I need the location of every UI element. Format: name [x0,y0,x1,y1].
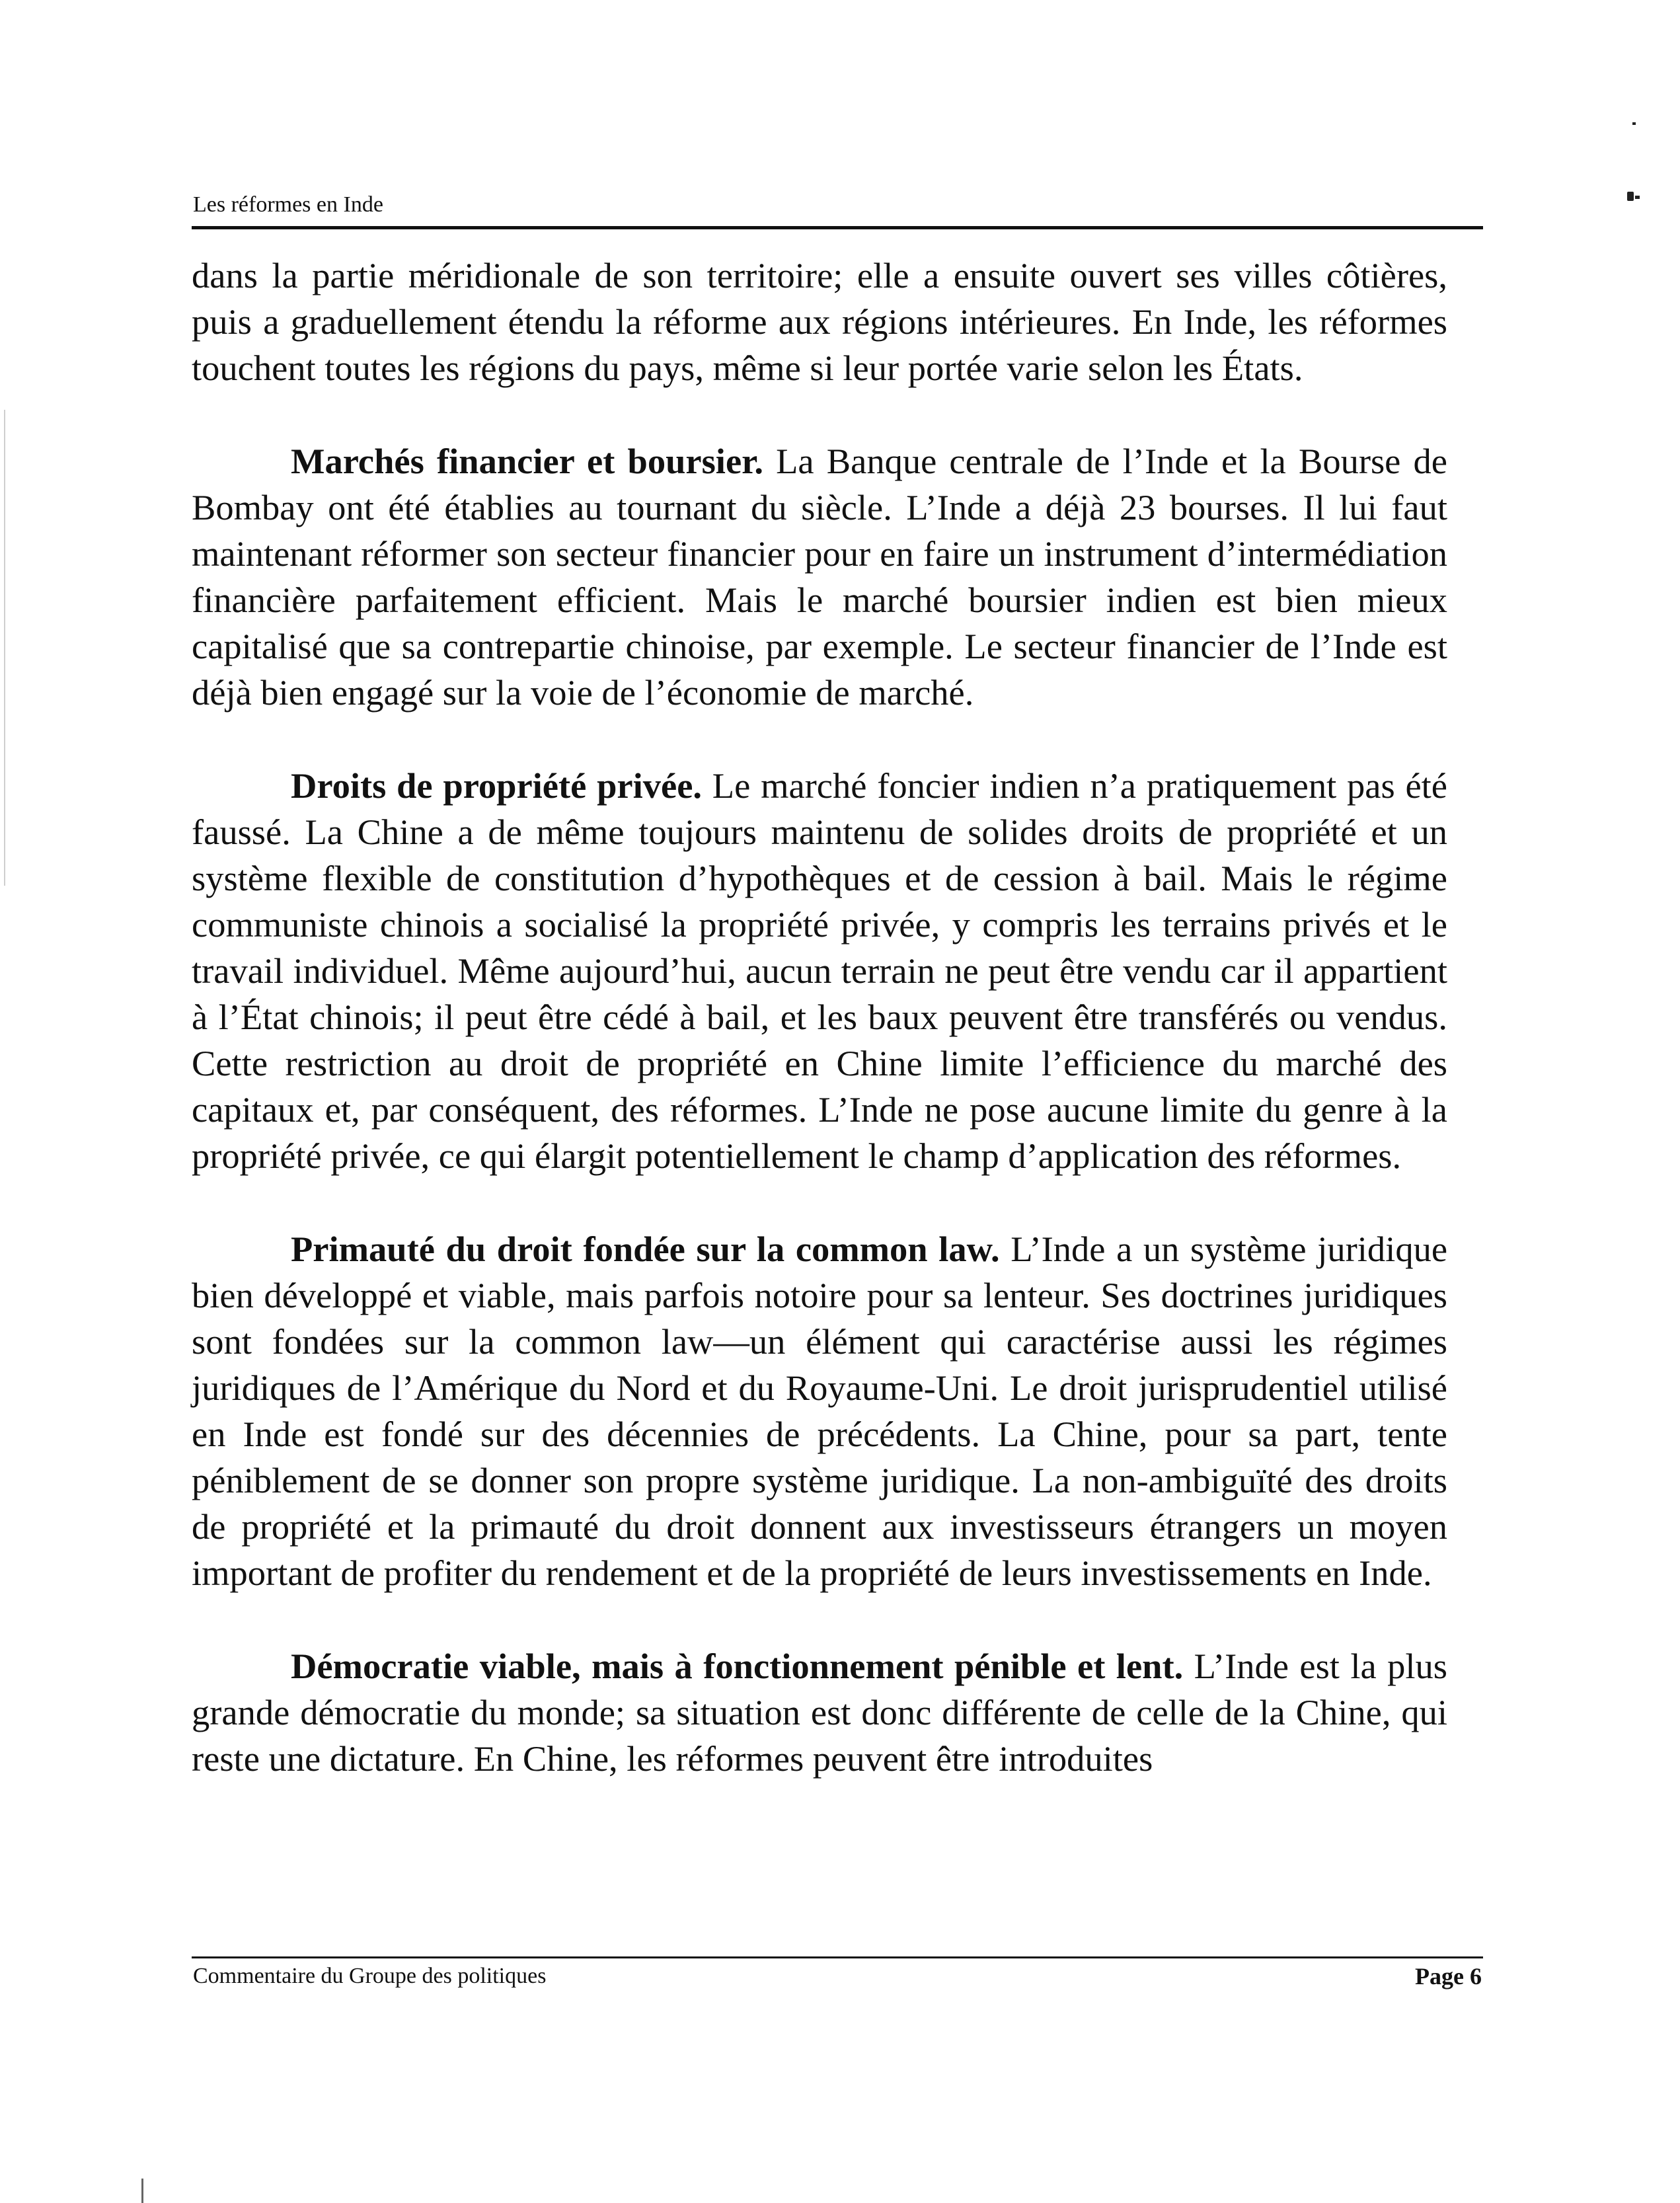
scan-edge-line [141,2179,143,2203]
page-number: Page 6 [1415,1963,1482,1990]
header-rule [192,226,1483,229]
footer-publication: Commentaire du Groupe des politiques [193,1964,547,1988]
body-text [192,252,1447,1782]
paragraph-heading: Marchés financier et boursier. [291,441,763,481]
paragraph-droits-propriete [192,763,1447,1179]
footer-rule [192,1956,1483,1958]
scan-edge-line [4,410,5,886]
scan-speck [1627,192,1634,201]
paragraph-primaute-droit [192,1226,1447,1596]
continuation-paragraph: dans la partie méridionale de son territoire; elle a ensuite ouvert ses villes côtières, puis a graduellement étendu la réforme aux régions intérieures. En Inde, les réformes touchent toutes les régions du pays, même si leur portée varie selon les États. [192,255,1447,388]
paragraph-heading: Droits de propriété privée. [291,765,703,806]
scan-speck [1632,122,1636,125]
paragraph-text: L’Inde est la plus grande démocratie du monde; sa situation est donc différente de celle de la Chine, qui reste une dictature. En Chine, les réformes peuvent être introduites [192,1646,1447,1779]
running-header: Les réformes en Inde [193,192,383,217]
paragraph-text: La Banque centrale de l’Inde et la Bourse de Bombay ont été établies au tournant du siècle. L’Inde a déjà 23 bourses. Il lui faut maintenant réformer son secteur financier pour en faire un instrument d’intermédiation financière parfaitement efficient. Mais le marché boursier indien est bien mieux capitalisé que sa contrepartie chinoise, par exemple. Le secteur financier de l’Inde est déjà bien engagé sur la voie de l’économie de marché. [192,441,1447,713]
paragraph-democratie [192,1643,1447,1782]
paragraph-text: L’Inde a un système juridique bien développé et viable, mais parfois notoire pour sa lenteur. Ses doctrines juridiques sont fondées sur la common law—un élément qui caractérise aussi les régimes juridiques de l’Amérique du Nord et du Royaume-Uni. Le droit jurisprudentiel utilisé en Inde est fondé sur des décennies de précédents. La Chine, pour sa part, tente péniblement de se donner son propre système juridique. La non-ambiguïté des droits de propriété et la primauté du droit donnent aux investisseurs étrangers un moyen important de profiter du rendement et de la propriété de leurs investissements en Inde. [192,1229,1448,1593]
scan-speck [1635,196,1640,199]
paragraph-text: Le marché foncier indien n’a pratiquement pas été faussé. La Chine a de même toujours maintenu de solides droits de propriété et un système flexible de constitution d’hypothèques et de cession à bail. Mais le régime communiste chinois a socialisé la propriété privée, y compris les terrains privés et le travail individuel. Même aujourd’hui, aucun terrain ne peut être vendu car il appartient à l’État chinois; il peut être cédé à bail, et les baux peuvent être transférés ou vendus. Cette restriction au droit de propriété en Chine limite l’efficience du marché des capitaux et, par conséquent, des réformes. L’Inde ne pose aucune limite du genre à la propriété privée, ce qui élargit potentiellement le champ d’application des réformes. [192,765,1447,1176]
paragraph-heading: Primauté du droit fondée sur la common law. [291,1229,1000,1269]
paragraph-heading: Démocratie viable, mais à fonctionnement pénible et lent. [291,1646,1184,1686]
paragraph-marches-financiers [192,438,1447,716]
